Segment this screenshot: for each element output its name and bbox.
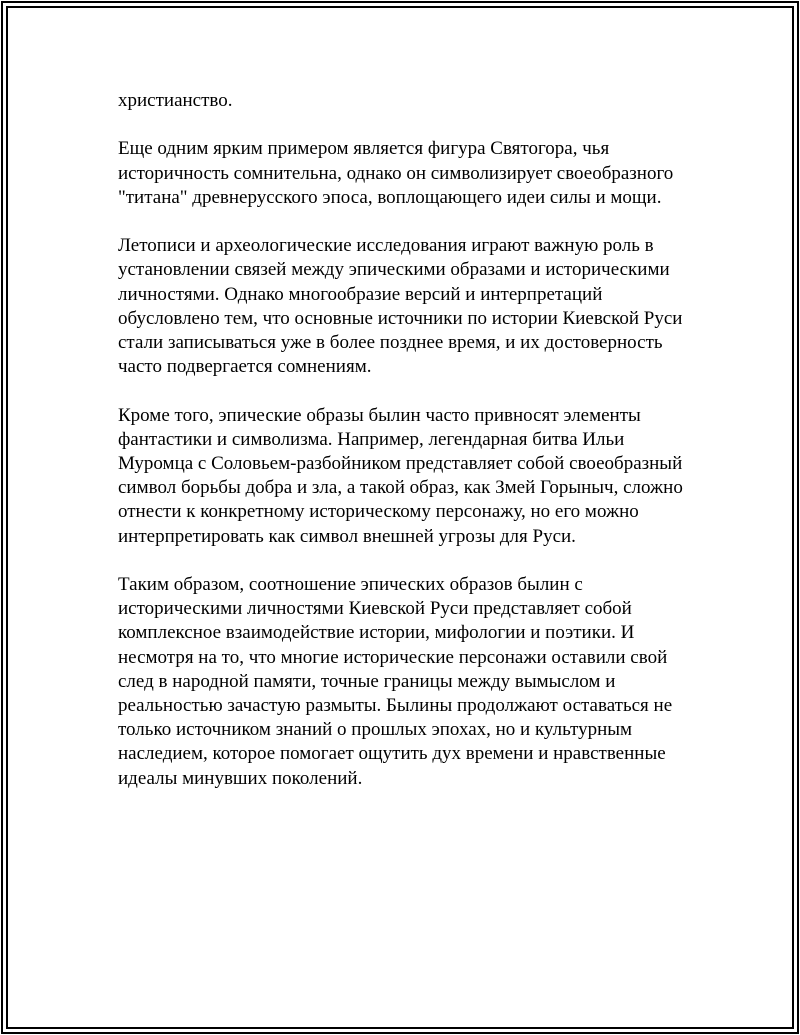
paragraph-1: христианство. <box>118 90 233 111</box>
paragraph-2: Еще одним ярким примером является фигура Святогора, чья историчность сомнительна, однако он символизирует своеобразного "титана" древнерусского эпоса, воплощающего идеи силы и мощи. <box>118 138 674 208</box>
paragraph-3: Летописи и археологические исследования играют важную роль в установлении связей между эпическими образами и историческими личностями. Однако многообразие версий и интерпретаций обусловлено тем, что основные источники по истории Киевской Руси стали записываться уже в более позднее время, и их достоверность часто подвергается сомнениям. <box>118 235 683 378</box>
paragraph-4: Кроме того, эпические образы былин часто привносят элементы фантастики и символизма. Например, легендарная битва Ильи Муромца с Соловьем-разбойником представляет собой своеобразный символ борьбы добра и зла, а такой образ, как Змей Горыныч, сложно отнести к конкретному историческому персонажу, но его можно интерпретировать как символ внешней угрозы для Руси. <box>118 404 683 547</box>
document-body <box>118 89 688 815</box>
paragraph-5: Таким образом, соотношение эпических образов былин с историческими личностями Киевской Руси представляет собой комплексное взаимодействие истории, мифологии и поэтики. И несмотря на то, что многие исторические персонажи оставили свой след в народной памяти, точные границы между вымыслом и реальностью зачастую размыты. Былины продолжают оставаться не только источником знаний о прошлых эпохах, но и культурным наследием, которое помогает ощутить дух времени и нравственные идеалы минувших поколений. <box>118 574 673 789</box>
